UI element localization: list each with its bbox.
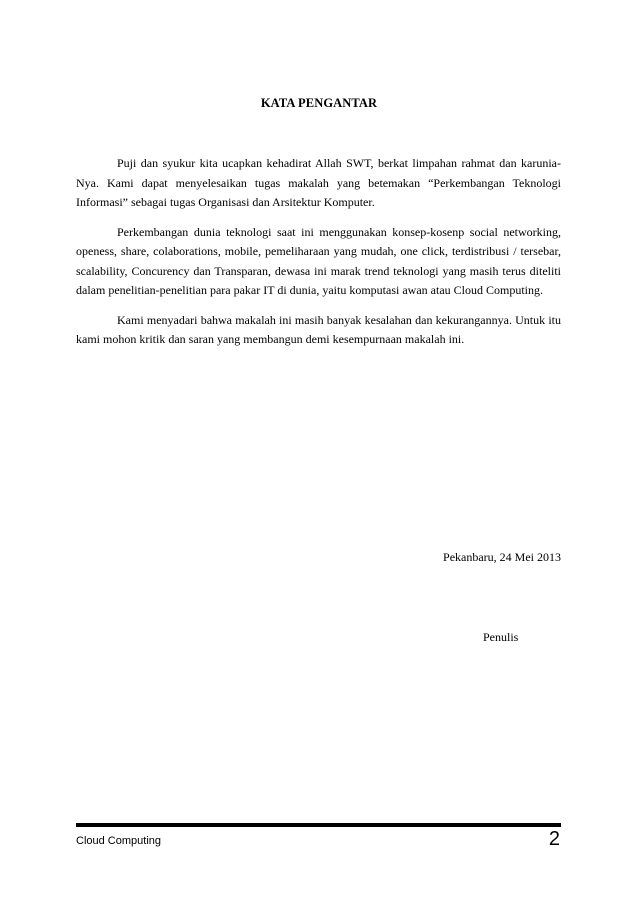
paragraph-1: Puji dan syukur kita ucapkan kehadirat Allah SWT, berkat limpahan rahmat dan karunia-Nya. Kami dapat menyelesaikan tugas makalah yang betemakan “Perkembangan Teknologi Informasi” sebagai tugas Organisasi dan Arsitektur Komputer. <box>76 156 561 209</box>
page-title: KATA PENGANTAR <box>260 96 378 110</box>
author-signature: Penulis <box>483 630 519 644</box>
footer-title: Cloud Computing <box>76 835 161 847</box>
paragraph-3: Kami menyadari bahwa makalah ini masih banyak kesalahan dan kekurangannya. Untuk itu kami mohon kritik dan saran yang membangun demi kesempurnaan makalah ini. <box>76 312 561 346</box>
place-date: Pekanbaru, 24 Mei 2013 <box>443 550 561 564</box>
paragraph-2: Perkembangan dunia teknologi saat ini menggunakan konsep-kosenp social networking, openess, share, colaborations, mobile, pemeliharaan yang mudah, one click, terdistribusi / tersebar, scalability, Concurency dan Transparan, dewasa ini marak trend teknologi yang masih terus diteliti dalam penelitian-penelitian para pakar IT di dunia, yaitu komputasi awan atau Cloud Computing. <box>76 224 561 297</box>
page-number: 2 <box>548 828 560 850</box>
body-text <box>76 154 561 360</box>
footer-divider <box>76 823 561 827</box>
